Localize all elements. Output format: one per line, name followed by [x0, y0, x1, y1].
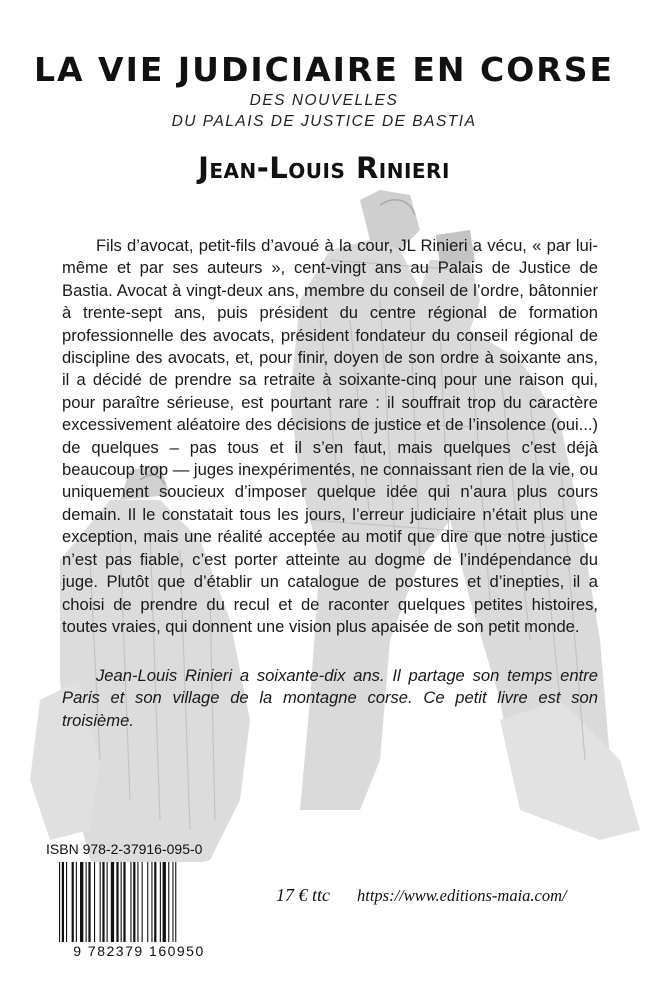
barcode: [58, 862, 218, 942]
publisher-website: https://www.editions-maia.com/: [357, 886, 567, 905]
book-subtitle-line1: DES NOUVELLES: [249, 92, 399, 109]
author-bio: Jean-Louis Rinieri a soixante-dix ans. Il partage son temps entre Paris et son village de la montagne corse. Ce petit livre est son troisième.: [62, 666, 598, 730]
isbn-label: ISBN 978-2-37916-095-0: [46, 841, 203, 857]
barcode-digits: 9 782379 160950: [73, 943, 205, 959]
blurb-paragraph: Fils d’avocat, petit-fils d’avoué à la cour, JL Rinieri a vécu, « par lui-même et par ses auteurs », cent-vingt ans au Palais de Justice de Bastia. Avocat à vingt-deux ans, membre du conseil de l’ordre, bâtonnier à trente-sept ans, puis président du centre régional de formation professionnelle des avocats, président fondateur du conseil régional de discipline des avocats, et, pour finir, doyen de son ordre à soixante ans, il a décidé de prendre sa retraite à soixante-cinq pour une raison qui, pour paraître sérieuse, est pourtant rare : il souffrait trop du caractère excessivement aléatoire des décisions de justice et de l’insolence (oui...) de quelques – pas tous et il s’en faut, mais quelques c’est déjà beaucoup trop — juges inexpérimentés, ne connaissant rien de la vie, ou uniquement soucieux d’imposer quelque idée qui n’aura plus cours demain. Il le constatait tous les jours, l’erreur judiciaire n’était plus une exception, mais une réalité acceptée au motif que dire que notre justice n’est pas fiable, c’est porter atteinte au dogme de l’indépendance du juge. Plutôt que d’établir un catalogue de postures et d’inepties, il a choisi de prendre du recul et de raconter quelques petites histoires, toutes vraies, qui donnent une vision plus apaisée de son petit monde.: [62, 236, 598, 636]
price: 17 € ttc: [276, 885, 330, 905]
book-title: LA VIE JUDICIAIRE EN CORSE: [33, 50, 615, 89]
author-name: Jean-Louis Rinieri: [198, 151, 450, 185]
book-subtitle-line2: DU PALAIS DE JUSTICE DE BASTIA: [171, 113, 477, 130]
